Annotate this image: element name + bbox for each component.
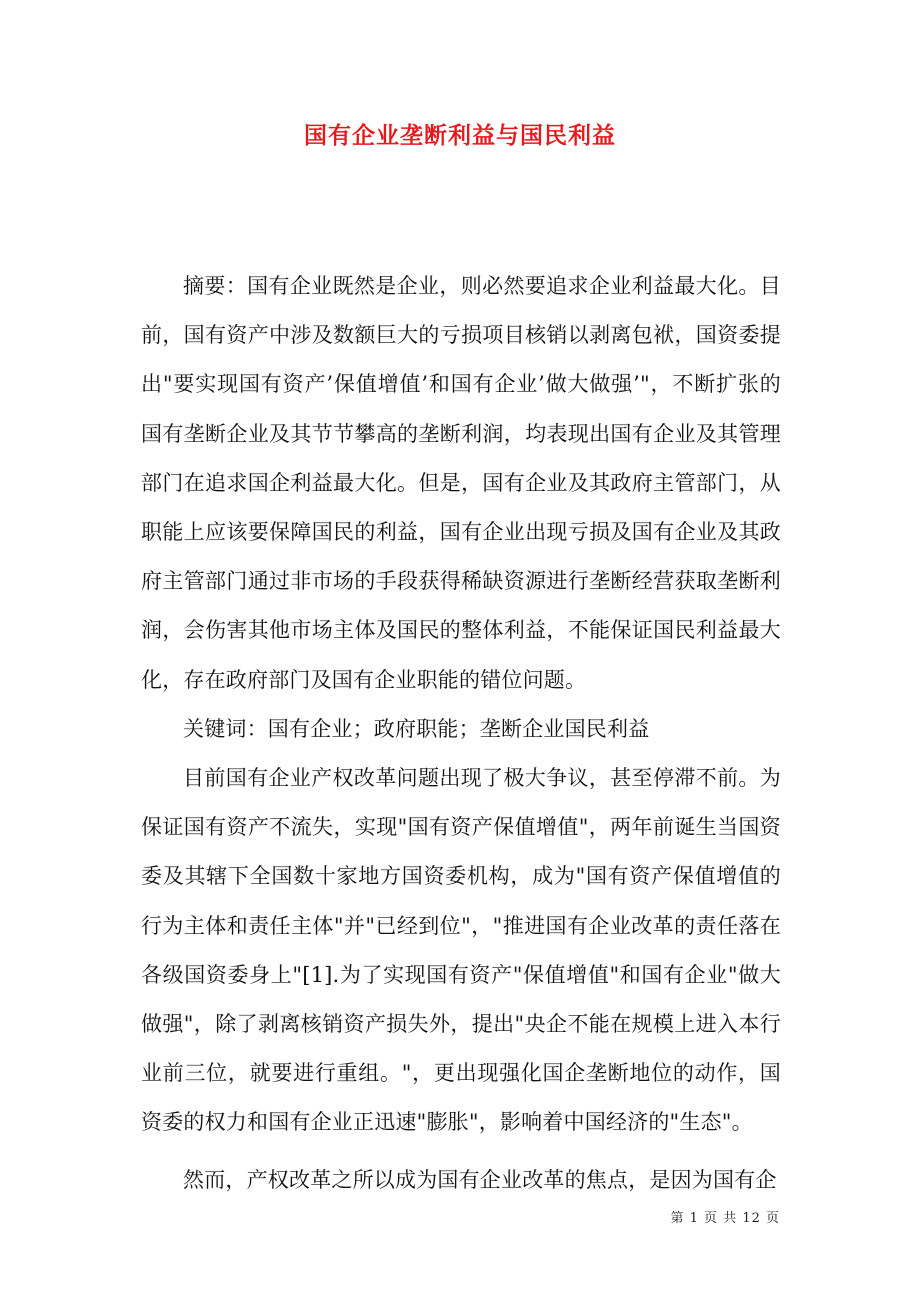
body-paragraph: 然而，产权改革之所以成为国有企业改革的焦点，是因为国有企 — [183, 1167, 777, 1192]
document-title: 国有企业垄断利益与国民利益 — [304, 122, 616, 149]
body-paragraph: 目前国有企业产权改革问题出现了极大争议，甚至停滞不前。为保证国有资产不流失，实现"国有资产保值增值"，两年前诞生当国资委及其辖下全国数十家地方国资委机构，成为"国有资产保值增值的行为主体和责任主体"并"已经到位"，"推进国有企业改革的责任落在各级国资委身上"[1].为了实现国有资产"保值增值"和国有企业"做大做强"，除了剥离核销资产损失外，提出"央企不能在规模上进入本行业前三位，就要进行重组。"，更出现强化国企垄断地位的动作，国资委的权力和国有企业正迅速"膨胀"，影响着中国经济的"生态"。 — [141, 766, 781, 1135]
keywords-paragraph: 关键词：国有企业；政府职能；垄断企业国民利益 — [183, 716, 650, 741]
abstract-paragraph: 摘要：国有企业既然是企业，则必然要追求企业利益最大化。目前，国有资产中涉及数额巨大的亏损项目核销以剥离包袱，国资委提出"要实现国有资产’保值增值’和国有企业’做大做强’"，不断扩张的国有垄断企业及其节节攀高的垄断利润，均表现出国有企业及其管理部门在追求国企利益最大化。但是，国有企业及其政府主管部门，从职能上应该要保障国民的利益，国有企业出现亏损及国有企业及其政府主管部门通过非市场的手段获得稀缺资源进行垄断经营获取垄断利润，会伤害其他市场主体及国民的整体利益，不能保证国民利益最大化，存在政府部门及国有企业职能的错位问题。 — [141, 274, 781, 692]
page-number-footer: 第 1 页 共 12 页 — [670, 1211, 780, 1226]
document-body — [141, 262, 781, 1205]
